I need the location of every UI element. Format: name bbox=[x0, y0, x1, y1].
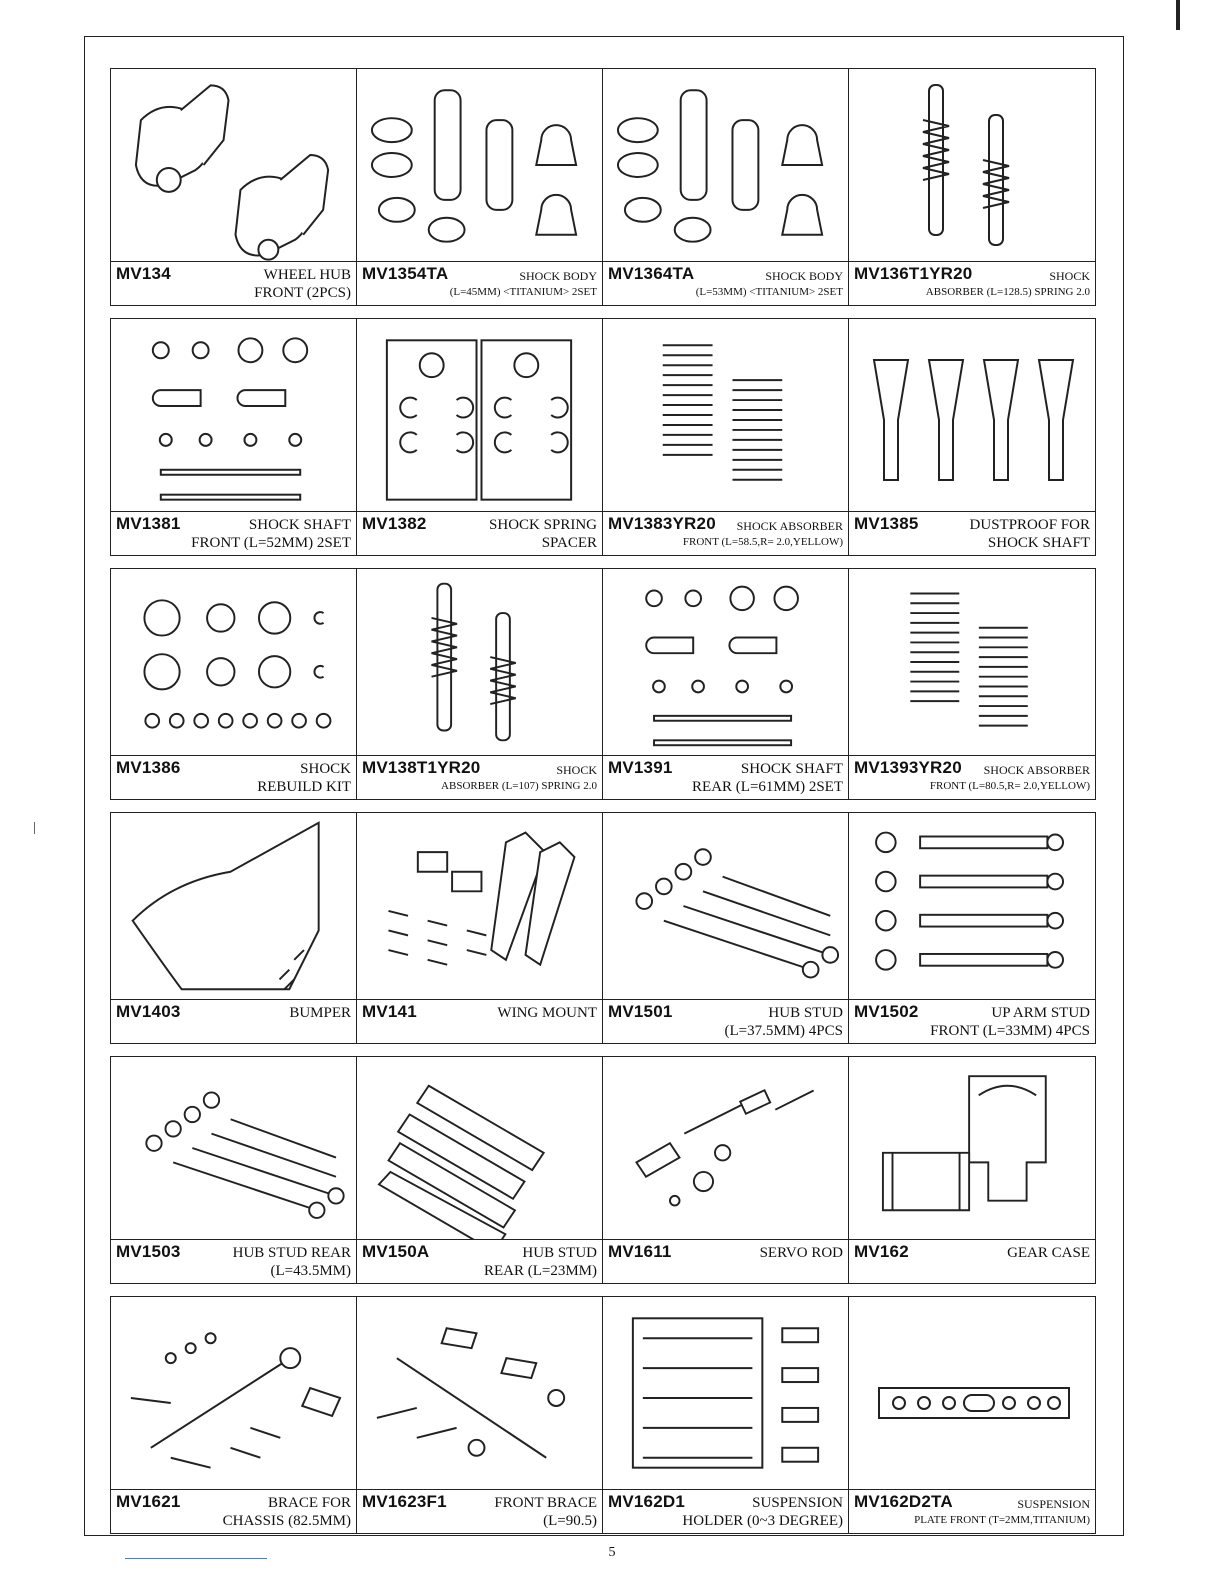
part-caption bbox=[111, 511, 356, 555]
part-description bbox=[854, 1496, 1090, 1528]
part-description bbox=[608, 1004, 843, 1040]
part-cell-mv1621 bbox=[111, 1297, 357, 1533]
part-description-line1: SHOCK BODY bbox=[519, 269, 597, 283]
part-description-line2: FRONT (L=80.5,R= 2.0,YELLOW) bbox=[929, 780, 1090, 792]
part-code: MV162 bbox=[854, 1242, 909, 1261]
parts-row bbox=[110, 1296, 1096, 1534]
parts-row bbox=[110, 812, 1096, 1044]
part-caption bbox=[357, 1239, 602, 1283]
part-description-line2: FRONT (2PCS) bbox=[254, 285, 351, 301]
part-cell-mv1381 bbox=[111, 319, 357, 555]
parts-row bbox=[110, 568, 1096, 800]
part-description-line1: SUSPENSION bbox=[752, 1495, 843, 1511]
gear-case-icon bbox=[849, 1057, 1095, 1239]
part-code: MV1403 bbox=[116, 1002, 181, 1021]
part-code: MV1364TA bbox=[608, 264, 695, 283]
part-description-line1: SHOCK ABSORBER bbox=[983, 763, 1090, 777]
part-code: MV1381 bbox=[116, 514, 181, 533]
part-code: MV138T1YR20 bbox=[362, 758, 481, 777]
part-description-line2: FRONT (L=52MM) 2SET bbox=[191, 535, 351, 551]
part-description-line1: WHEEL HUB bbox=[263, 267, 351, 283]
part-code: MV1386 bbox=[116, 758, 181, 777]
rebuild-kit-icon bbox=[111, 569, 356, 755]
part-description bbox=[854, 762, 1090, 794]
part-caption bbox=[603, 511, 848, 555]
part-description-line1: SHOCK bbox=[556, 763, 597, 777]
suspension-plate-icon bbox=[849, 1297, 1095, 1489]
part-caption bbox=[849, 999, 1095, 1043]
part-cell-mv1403 bbox=[111, 813, 357, 1043]
shock-body-icon bbox=[603, 69, 848, 261]
shock-body-icon bbox=[357, 69, 602, 261]
shock-shaft-icon bbox=[603, 569, 848, 755]
arm-stud-icon bbox=[849, 813, 1095, 999]
part-description-line1: SHOCK bbox=[1049, 269, 1090, 283]
suspension-holder-icon bbox=[603, 1297, 848, 1489]
part-description-line2: ABSORBER (L=107) SPRING 2.0 bbox=[441, 780, 597, 792]
part-cell-mv1623f1 bbox=[357, 1297, 603, 1533]
part-cell-mv1385 bbox=[849, 319, 1095, 555]
part-caption bbox=[603, 1239, 848, 1283]
part-caption bbox=[849, 1239, 1095, 1283]
part-description-line2: CHASSIS (82.5MM) bbox=[222, 1513, 351, 1529]
part-description bbox=[362, 1244, 597, 1280]
part-description bbox=[362, 516, 597, 552]
part-caption bbox=[111, 755, 356, 799]
part-description-line2: PLATE FRONT (T=2MM,TITANIUM) bbox=[914, 1514, 1090, 1526]
spring-icon bbox=[849, 569, 1095, 755]
part-description bbox=[608, 760, 843, 796]
part-description bbox=[362, 762, 597, 794]
part-description-line2: HOLDER (0~3 DEGREE) bbox=[682, 1513, 843, 1529]
part-code: MV162D2TA bbox=[854, 1492, 953, 1511]
servo-rod-icon bbox=[603, 1057, 848, 1239]
part-description-line2: (L=43.5MM) bbox=[270, 1263, 351, 1279]
part-caption bbox=[603, 261, 848, 305]
part-description bbox=[608, 1494, 843, 1530]
part-code: MV1354TA bbox=[362, 264, 449, 283]
part-description-line2: (L=45MM) <TITANIUM> 2SET bbox=[449, 286, 597, 298]
part-caption bbox=[357, 1489, 602, 1533]
part-cell-mv136t1yr20 bbox=[849, 69, 1095, 305]
hub-stud-rear-icon bbox=[357, 1057, 602, 1239]
part-code: MV1502 bbox=[854, 1002, 919, 1021]
part-code: MV134 bbox=[116, 264, 171, 283]
part-description-line1: BUMPER bbox=[289, 1005, 351, 1021]
part-caption bbox=[357, 511, 602, 555]
part-cell-mv1364ta bbox=[603, 69, 849, 305]
part-description-line2: (L=37.5MM) 4PCS bbox=[724, 1023, 843, 1039]
part-caption bbox=[111, 1489, 356, 1533]
shock-absorber-icon bbox=[357, 569, 602, 755]
part-caption bbox=[111, 1239, 356, 1283]
part-caption bbox=[603, 755, 848, 799]
part-cell-mv1503 bbox=[111, 1057, 357, 1283]
shock-shaft-icon bbox=[111, 319, 356, 511]
part-cell-mv162d1 bbox=[603, 1297, 849, 1533]
part-code: MV1623F1 bbox=[362, 1492, 447, 1511]
part-cell-mv1386 bbox=[111, 569, 357, 799]
part-description-line2: REAR (L=23MM) bbox=[483, 1263, 597, 1279]
hub-stud-icon bbox=[603, 813, 848, 999]
part-description-line1: SHOCK SHAFT bbox=[248, 517, 351, 533]
part-description-line1: BRACE FOR bbox=[268, 1495, 351, 1511]
part-description bbox=[116, 516, 351, 552]
front-brace-icon bbox=[357, 1297, 602, 1489]
spring-icon bbox=[603, 319, 848, 511]
part-cell-mv1611 bbox=[603, 1057, 849, 1283]
part-caption bbox=[603, 1489, 848, 1533]
part-description-line2: SHOCK SHAFT bbox=[987, 535, 1090, 551]
part-description bbox=[854, 1244, 1090, 1262]
part-code: MV136T1YR20 bbox=[854, 264, 973, 283]
part-caption bbox=[111, 261, 356, 305]
part-code: MV1621 bbox=[116, 1492, 181, 1511]
part-description bbox=[116, 1244, 351, 1280]
part-cell-mv1383yr20 bbox=[603, 319, 849, 555]
part-code: MV1611 bbox=[608, 1242, 672, 1261]
part-caption bbox=[357, 261, 602, 305]
part-description-line2: FRONT (L=33MM) 4PCS bbox=[930, 1023, 1090, 1039]
footer-link-underline bbox=[125, 1558, 267, 1559]
part-caption bbox=[357, 999, 602, 1043]
part-description bbox=[608, 1244, 843, 1262]
page-number: 5 bbox=[608, 1545, 616, 1560]
part-description-line1: GEAR CASE bbox=[1007, 1245, 1090, 1261]
parts-grid bbox=[110, 68, 1096, 1546]
part-code: MV1503 bbox=[116, 1242, 181, 1261]
part-description-line1: UP ARM STUD bbox=[991, 1005, 1090, 1021]
part-cell-mv1502 bbox=[849, 813, 1095, 1043]
part-description bbox=[608, 268, 843, 300]
part-description bbox=[854, 516, 1090, 552]
part-description-line2: REBUILD KIT bbox=[257, 779, 351, 795]
part-description-line1: SHOCK ABSORBER bbox=[736, 519, 843, 533]
parts-row bbox=[110, 318, 1096, 556]
part-description-line2: SPACER bbox=[541, 535, 597, 551]
parts-row bbox=[110, 68, 1096, 306]
part-caption bbox=[849, 1489, 1095, 1533]
wing-mount-icon bbox=[357, 813, 602, 999]
part-description-line1: FRONT BRACE bbox=[494, 1495, 597, 1511]
part-description-line1: HUB STUD bbox=[768, 1005, 843, 1021]
part-caption bbox=[849, 511, 1095, 555]
part-description-line1: SHOCK bbox=[300, 761, 351, 777]
part-code: MV1391 bbox=[608, 758, 673, 777]
part-description-line2: FRONT (L=58.5,R= 2.0,YELLOW) bbox=[682, 536, 843, 548]
part-caption bbox=[849, 261, 1095, 305]
part-cell-mv162d2ta bbox=[849, 1297, 1095, 1533]
part-cell-mv141 bbox=[357, 813, 603, 1043]
part-description-line1: SHOCK BODY bbox=[765, 269, 843, 283]
margin-mark bbox=[34, 822, 35, 834]
bumper-icon bbox=[111, 813, 356, 999]
part-description-line2: (L=53MM) <TITANIUM> 2SET bbox=[695, 286, 843, 298]
scan-edge-mark bbox=[1176, 0, 1180, 30]
part-description bbox=[608, 518, 843, 550]
part-cell-mv150a bbox=[357, 1057, 603, 1283]
part-description-line1: SERVO ROD bbox=[759, 1245, 843, 1261]
part-code: MV1383YR20 bbox=[608, 514, 716, 533]
part-description bbox=[116, 1004, 351, 1022]
part-code: MV162D1 bbox=[608, 1492, 685, 1511]
dustproof-boot-icon bbox=[849, 319, 1095, 511]
part-caption bbox=[357, 755, 602, 799]
chassis-brace-icon bbox=[111, 1297, 356, 1489]
part-code: MV1382 bbox=[362, 514, 427, 533]
part-description-line1: HUB STUD bbox=[522, 1245, 597, 1261]
part-code: MV1501 bbox=[608, 1002, 673, 1021]
part-description-line1: DUSTPROOF FOR bbox=[969, 517, 1090, 533]
part-description bbox=[854, 268, 1090, 300]
wheel-hub-icon bbox=[111, 69, 356, 261]
part-cell-mv162 bbox=[849, 1057, 1095, 1283]
part-description-line2: (L=90.5) bbox=[543, 1513, 597, 1529]
part-code: MV150A bbox=[362, 1242, 430, 1261]
part-description-line1: SHOCK SPRING bbox=[489, 517, 597, 533]
part-description-line2: ABSORBER (L=128.5) SPRING 2.0 bbox=[925, 286, 1090, 298]
part-code: MV1393YR20 bbox=[854, 758, 962, 777]
part-description bbox=[362, 1494, 597, 1530]
hub-stud-icon bbox=[111, 1057, 356, 1239]
part-description bbox=[854, 1004, 1090, 1040]
part-description-line2: REAR (L=61MM) 2SET bbox=[692, 779, 843, 795]
part-description-line1: SUSPENSION bbox=[1017, 1497, 1090, 1511]
part-cell-mv1354ta bbox=[357, 69, 603, 305]
part-cell-mv134 bbox=[111, 69, 357, 305]
part-caption bbox=[849, 755, 1095, 799]
part-description bbox=[116, 1494, 351, 1530]
part-description bbox=[116, 266, 351, 302]
part-caption bbox=[111, 999, 356, 1043]
part-cell-mv138t1yr20 bbox=[357, 569, 603, 799]
part-description bbox=[362, 268, 597, 300]
part-description-line1: HUB STUD REAR bbox=[232, 1245, 351, 1261]
part-description bbox=[116, 760, 351, 796]
part-caption bbox=[603, 999, 848, 1043]
part-code: MV141 bbox=[362, 1002, 417, 1021]
part-code: MV1385 bbox=[854, 514, 919, 533]
part-cell-mv1391 bbox=[603, 569, 849, 799]
part-description-line1: SHOCK SHAFT bbox=[740, 761, 843, 777]
part-description bbox=[362, 1004, 597, 1022]
parts-row bbox=[110, 1056, 1096, 1284]
part-cell-mv1393yr20 bbox=[849, 569, 1095, 799]
spring-spacer-icon bbox=[357, 319, 602, 511]
part-cell-mv1382 bbox=[357, 319, 603, 555]
part-description-line1: WING MOUNT bbox=[497, 1005, 597, 1021]
shock-absorber-icon bbox=[849, 69, 1095, 261]
part-cell-mv1501 bbox=[603, 813, 849, 1043]
